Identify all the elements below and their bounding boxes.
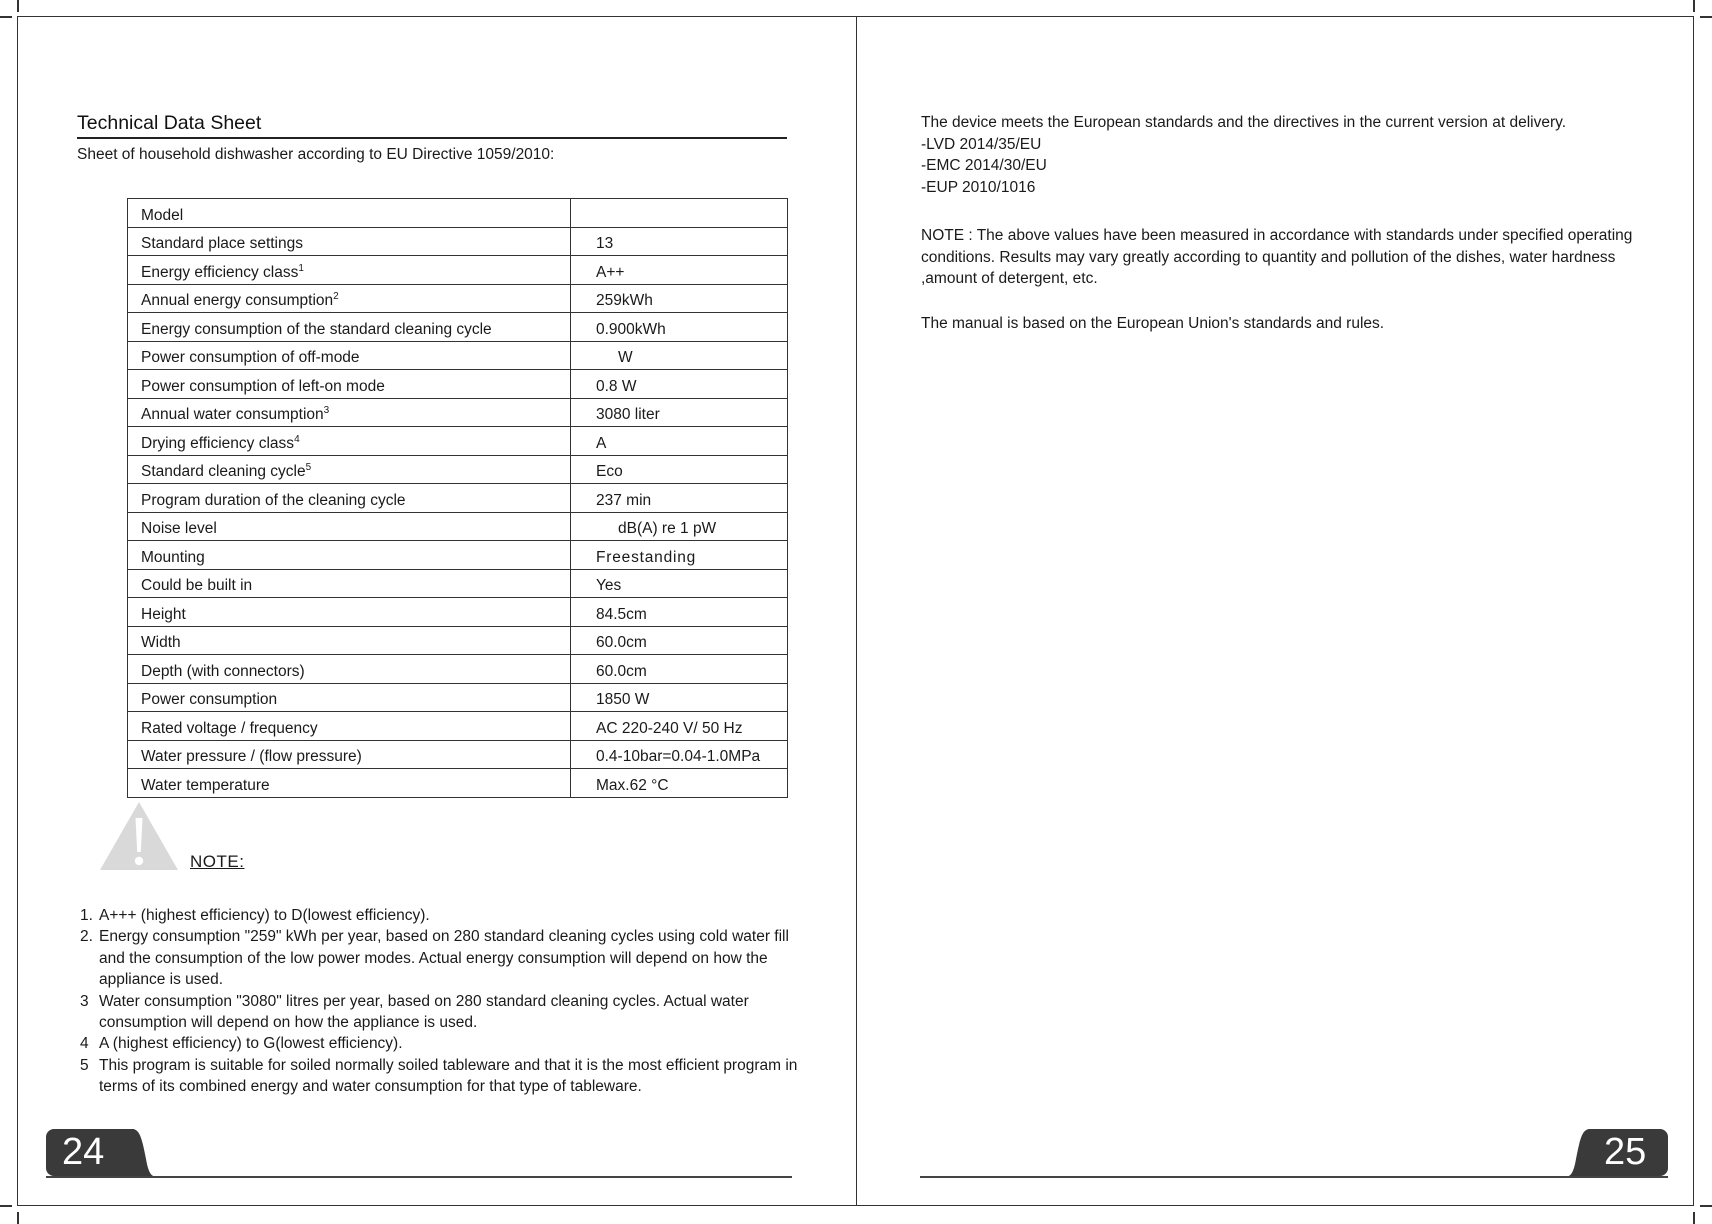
spec-value bbox=[571, 341, 788, 370]
spec-label bbox=[128, 712, 571, 741]
spec-label bbox=[128, 427, 571, 456]
spec-label-text: Annual energy consumption bbox=[141, 292, 334, 309]
footnote-ref: 5 bbox=[305, 461, 312, 473]
footnote-item bbox=[80, 1033, 800, 1054]
spec-value bbox=[571, 398, 788, 427]
spec-label bbox=[128, 569, 571, 598]
spec-value bbox=[571, 256, 788, 285]
spec-value bbox=[571, 313, 788, 342]
table-row bbox=[128, 199, 788, 228]
table-row bbox=[128, 341, 788, 370]
crop-mark bbox=[0, 1205, 12, 1207]
table-row bbox=[128, 655, 788, 684]
spec-value bbox=[571, 598, 788, 627]
footnote-text: Water consumption "3080" litres per year, based on 280 standard cleaning cycles. Actual water consumption will depend on how the appliance is used. bbox=[99, 992, 749, 1032]
spec-value-text: A++ bbox=[596, 263, 625, 281]
table-row bbox=[128, 598, 788, 627]
spec-value bbox=[571, 427, 788, 456]
spec-label-text: Model bbox=[141, 206, 184, 224]
measurement-note: NOTE : The above values have been measured in accordance with standards under specified operating conditions. Results may vary greatly according to quantity and pollution of the dishes, water hardness ,amount of detergent, etc. bbox=[921, 227, 1633, 287]
spec-value bbox=[571, 541, 788, 570]
spec-value bbox=[571, 769, 788, 798]
page-number: 25 bbox=[1604, 1131, 1647, 1173]
spec-value-text: Yes bbox=[596, 577, 622, 594]
spec-label-text: Power consumption bbox=[141, 691, 278, 708]
footnote-ref: 4 bbox=[294, 433, 300, 445]
footnote-number: 4 bbox=[80, 1035, 89, 1053]
spec-value-text: AC 220-240 V/ 50 Hz bbox=[596, 719, 743, 737]
footnote-item bbox=[80, 905, 800, 926]
standard-item: -EUP 2010/1016 bbox=[921, 178, 1036, 196]
table-row bbox=[128, 484, 788, 513]
table-row bbox=[128, 512, 788, 541]
spec-label-text: Program duration of the cleaning cycle bbox=[141, 491, 406, 509]
spec-label bbox=[128, 398, 571, 427]
footnote-number: 1. bbox=[80, 907, 93, 924]
spec-label bbox=[128, 740, 571, 769]
spec-value-text: A bbox=[596, 434, 607, 452]
table-row bbox=[128, 683, 788, 712]
spec-value-text: 3080 liter bbox=[596, 406, 660, 423]
footer-rule bbox=[920, 1176, 1668, 1178]
table-row bbox=[128, 370, 788, 399]
spec-value-text: 259kWh bbox=[596, 292, 653, 309]
spec-label bbox=[128, 683, 571, 712]
note-heading: NOTE: bbox=[190, 852, 245, 871]
footnote-ref: 3 bbox=[323, 404, 330, 416]
footnotes-list bbox=[80, 905, 800, 1098]
spec-label-text: Noise level bbox=[141, 520, 217, 537]
table-row bbox=[128, 313, 788, 342]
spec-value-text: 0.4-10bar=0.04-1.0MPa bbox=[596, 748, 761, 765]
spec-label bbox=[128, 341, 571, 370]
spec-label-text: Rated voltage / frequency bbox=[141, 719, 318, 737]
spec-label bbox=[128, 655, 571, 684]
spec-label-text: Depth (with connectors) bbox=[141, 662, 305, 680]
spec-value bbox=[571, 712, 788, 741]
table-row bbox=[128, 227, 788, 256]
spec-value bbox=[571, 626, 788, 655]
spec-label-text: Standard place settings bbox=[141, 235, 303, 252]
spec-label bbox=[128, 227, 571, 256]
spec-value bbox=[571, 569, 788, 598]
spec-value-text: 60.0cm bbox=[596, 662, 647, 680]
spec-value-text: 0.900kWh bbox=[596, 320, 666, 338]
spec-label bbox=[128, 626, 571, 655]
spec-value-text: 237 min bbox=[596, 491, 652, 509]
spec-label bbox=[128, 769, 571, 798]
page-tab-curve bbox=[1568, 1129, 1590, 1176]
title-underline bbox=[77, 137, 787, 139]
spec-label-text: Power consumption of off-mode bbox=[141, 349, 360, 366]
spec-value bbox=[571, 284, 788, 313]
table-row bbox=[128, 740, 788, 769]
spec-label-text: Standard cleaning cycle bbox=[141, 463, 306, 480]
spec-value bbox=[571, 512, 788, 541]
footer-rule bbox=[46, 1176, 792, 1178]
spec-value bbox=[571, 740, 788, 769]
table-row bbox=[128, 712, 788, 741]
table-row bbox=[128, 541, 788, 570]
technical-data-table bbox=[127, 198, 788, 798]
spec-label-text: Could be built in bbox=[141, 577, 253, 594]
spec-value-text: 1850 W bbox=[596, 691, 650, 708]
spec-label bbox=[128, 484, 571, 513]
spec-value-text: Eco bbox=[596, 463, 623, 480]
spec-value bbox=[571, 683, 788, 712]
spec-value bbox=[571, 199, 788, 228]
crop-mark bbox=[0, 16, 12, 18]
crop-mark bbox=[17, 0, 19, 12]
spec-label bbox=[128, 541, 571, 570]
spec-value-text: 13 bbox=[596, 235, 614, 252]
spec-value-text: Max.62 °C bbox=[596, 776, 669, 794]
spec-label-text: Energy consumption of the standard cleaning cycle bbox=[141, 320, 492, 338]
crop-mark bbox=[17, 1212, 19, 1224]
footnote-item bbox=[80, 926, 800, 990]
spec-label bbox=[128, 455, 571, 484]
page-tab-curve bbox=[132, 1129, 154, 1176]
spec-label bbox=[128, 512, 571, 541]
spec-value bbox=[571, 370, 788, 399]
footnote-number: 3 bbox=[80, 992, 89, 1010]
page-subtitle: Sheet of household dishwasher according to EU Directive 1059/2010: bbox=[77, 146, 555, 163]
spec-label-text: Drying efficiency class bbox=[141, 434, 295, 452]
page-fold-line bbox=[856, 16, 857, 1206]
standards-block bbox=[921, 112, 1641, 198]
page-title: Technical Data Sheet bbox=[77, 112, 262, 134]
spec-label bbox=[128, 598, 571, 627]
spec-value bbox=[571, 455, 788, 484]
spec-value-text: dB(A) re 1 pW bbox=[618, 520, 717, 537]
page-number-tab bbox=[46, 1129, 134, 1176]
spec-value-text: Freestanding bbox=[596, 548, 697, 566]
footnote-item bbox=[80, 1055, 800, 1098]
spec-value-text: 84.5cm bbox=[596, 605, 647, 623]
warning-icon bbox=[98, 800, 180, 872]
table-row bbox=[128, 569, 788, 598]
manual-basis-note: The manual is based on the European Union's standards and rules. bbox=[921, 315, 1385, 332]
table-row bbox=[128, 455, 788, 484]
spec-label bbox=[128, 313, 571, 342]
page-number-tab bbox=[1590, 1129, 1668, 1176]
spec-value bbox=[571, 227, 788, 256]
table-row bbox=[128, 256, 788, 285]
spec-label bbox=[128, 284, 571, 313]
spec-value bbox=[571, 484, 788, 513]
footnote-ref: 2 bbox=[333, 290, 339, 302]
standard-item: -LVD 2014/35/EU bbox=[921, 135, 1042, 153]
table-row bbox=[128, 769, 788, 798]
crop-mark bbox=[1700, 1205, 1712, 1207]
table-row bbox=[128, 427, 788, 456]
spec-label bbox=[128, 256, 571, 285]
footnote-item bbox=[80, 991, 800, 1034]
spec-label-text: Water temperature bbox=[141, 776, 270, 794]
spec-value-text: 60.0cm bbox=[596, 634, 647, 651]
crop-mark bbox=[1693, 1212, 1695, 1224]
table-row bbox=[128, 398, 788, 427]
page-number: 24 bbox=[62, 1131, 105, 1173]
spec-label-text: Water pressure / (flow pressure) bbox=[141, 748, 362, 765]
footnote-text: A (highest efficiency) to G(lowest efficiency). bbox=[99, 1035, 403, 1053]
spec-value-text: W bbox=[618, 349, 633, 366]
crop-mark bbox=[1693, 0, 1695, 12]
spec-value-text: 0.8 W bbox=[596, 377, 637, 395]
spec-label-text: Energy efficiency class bbox=[141, 263, 299, 281]
table-row bbox=[128, 284, 788, 313]
spec-label-text: Height bbox=[141, 605, 186, 623]
table-row bbox=[128, 626, 788, 655]
footnote-text: This program is suitable for soiled normally soiled tableware and that it is the most efficient program in terms of its combined energy and water consumption for that type of tableware. bbox=[99, 1056, 798, 1096]
spec-label-text: Mounting bbox=[141, 548, 205, 566]
footnote-text: Energy consumption "259" kWh per year, based on 280 standard cleaning cycles using cold water fill and the consumption of the low power modes. Actual energy consumption will depend on how the appliance is used. bbox=[99, 928, 789, 989]
footnote-ref: 1 bbox=[298, 262, 304, 274]
spec-label bbox=[128, 370, 571, 399]
footnote-number: 2. bbox=[80, 928, 93, 946]
spec-label bbox=[128, 199, 571, 228]
crop-mark bbox=[1700, 16, 1712, 18]
spec-label-text: Annual water consumption bbox=[141, 406, 324, 423]
spec-label-text: Width bbox=[141, 634, 181, 651]
spec-label-text: Power consumption of left-on mode bbox=[141, 377, 385, 395]
standard-item: -EMC 2014/30/EU bbox=[921, 157, 1047, 174]
spec-value bbox=[571, 655, 788, 684]
standards-intro: The device meets the European standards and the directives in the current version at delivery. bbox=[921, 114, 1567, 131]
footnote-text: A+++ (highest efficiency) to D(lowest efficiency). bbox=[99, 907, 430, 924]
footnote-number: 5 bbox=[80, 1056, 89, 1074]
